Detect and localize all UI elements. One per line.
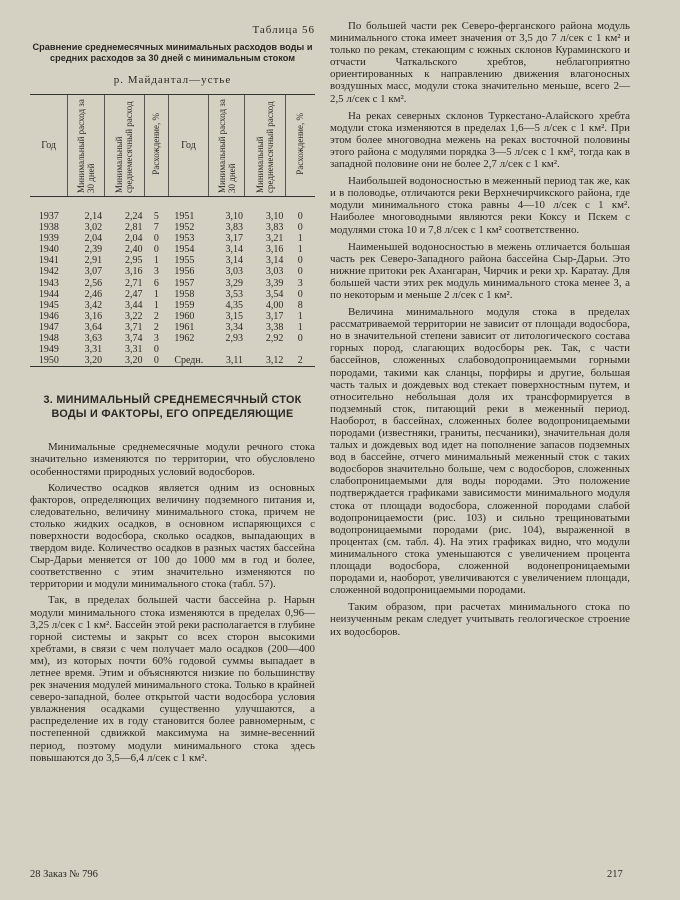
table-cell: 2,81 bbox=[124, 222, 143, 234]
table-cell: 3,07 bbox=[84, 266, 103, 278]
right-paragraph: Наибольшей водоносностью в меженный период так же, как и в половодье, отличаются реки Верхнечирчикского района, где модули минимального стока равны 4—10 л/сек с 1 км². Наиболее многоводными являются реки Коксу и Пскем с модулями стока 10 и 7,8 л/сек с 1 км² соответственно. bbox=[330, 175, 630, 236]
table-cell: 1941 bbox=[38, 255, 59, 267]
table-cell: 3,14 bbox=[225, 244, 243, 256]
right-paragraph: Таким образом, при расчетах минимального стока по неизученным рекам следует учитывать геологическое строение их водосборов. bbox=[330, 601, 630, 638]
table-cell: 1949 bbox=[38, 344, 59, 356]
table-row bbox=[30, 289, 315, 300]
table-cell: 2,04 bbox=[84, 233, 103, 245]
table-cell: 0 bbox=[297, 211, 303, 222]
table-cell: 3,83 bbox=[265, 222, 284, 234]
table-cell: 2 bbox=[153, 321, 159, 333]
table-cell: 2,92 bbox=[265, 333, 284, 345]
right-paragraph: На реках северных склонов Туркестано-Алайского хребта модули стока изменяются в пределах 1,6—5 л/сек с 1 км². При этом более многоводна межень на реках восточной половины этого района с модулями порядка 3—5 л/сек с 1 км², тогда как в западной половине они не более 2,7 л/сек с 1 км². bbox=[330, 109, 630, 171]
table-cell: 1939 bbox=[38, 233, 59, 245]
table-row bbox=[30, 333, 315, 344]
table-cell: 3,16 bbox=[265, 244, 284, 256]
table-row bbox=[30, 311, 315, 322]
header-min-30d-2: Минимальный расход за 30 дней bbox=[209, 95, 245, 197]
table-cell: 1955 bbox=[174, 255, 195, 267]
table-row bbox=[30, 278, 315, 289]
table-cell: 1 bbox=[297, 233, 303, 245]
table-cell: 3,34 bbox=[225, 321, 243, 333]
table-cell: 3,03 bbox=[225, 266, 243, 278]
table-cell: 1 bbox=[297, 321, 303, 333]
table-cell: 3,11 bbox=[225, 355, 243, 367]
table-cell: 2,24 bbox=[124, 211, 143, 222]
table-cell: 1947 bbox=[38, 321, 59, 333]
table-cell: 0 bbox=[153, 244, 159, 256]
table-row bbox=[30, 197, 315, 223]
table-cell: 1957 bbox=[174, 277, 195, 289]
runoff-table bbox=[30, 94, 315, 367]
table-river-label: р. Майдантал—устье bbox=[113, 74, 232, 86]
table-cell: 3,12 bbox=[265, 355, 284, 367]
page-number: 217 bbox=[607, 869, 623, 880]
table-cell: 1 bbox=[153, 255, 159, 267]
table-cell: 3,83 bbox=[225, 222, 243, 234]
left-paragraph: Так, в пределах большей части бассейна р. Нарын модули минимального стока изменяются в пределах 0,96—3,25 л/сек с 1 км². Бассейн этой реки располагается в глубине горной системы и закрыт со всех сторон высокими хребтами, в связи с чем получает мало осадков (200—400 мм), из которых почти 60% годовой суммы выпадает в летнее время. Этим и объясняются низкие по большинству рек значения модулей минимального стока. Только в крайней северо-западной, более открытой части водосбора условия увлажнения осадками существенно улучшаются, а распределение их в году становится более равномерным, с постепенной сдвижкой максимума на зимне-весенний период, поэтому модули минимального стока здесь повышаются до 3,5—6,4 л/сек с 1 км². bbox=[30, 594, 315, 764]
table-cell: 3,16 bbox=[124, 266, 143, 278]
table-cell: 1961 bbox=[174, 321, 195, 333]
table-row bbox=[30, 233, 315, 244]
header-min-monthly-2: Минимальный среднемесячный расход bbox=[245, 95, 285, 197]
table-cell: 3,39 bbox=[265, 277, 284, 289]
table-cell: 1956 bbox=[174, 266, 195, 278]
table-cell: 0 bbox=[297, 255, 303, 267]
table-cell: 3,14 bbox=[225, 255, 243, 267]
table-row bbox=[30, 300, 315, 311]
table-cell: 3,31 bbox=[124, 344, 143, 356]
table-cell: 3,74 bbox=[124, 333, 143, 345]
table-cell: 0 bbox=[153, 355, 159, 367]
right-paragraph: Величина минимального модуля стока в пределах рассматриваемой территории не зависит от площади водосбора, но в значительной степени зависит от литологического состава горных пород, слагающих водосборы рек. Так, с части бассейнов, сложенных слабоводопроницаемыми горными породами, такими как сланцы, порфиры и другие, большая часть талых и дождевых вод стекает поверхностным путем, и относительно небольшая доля их трансформируется в подземный сток, питающий реки в меженный период. Наоборот, в бассейнах, сложенных более водопроницаемыми породами (известняки, граниты, песчаники), значительная доля талых и дождевых вод идет на пополнение запасов подземных вод в бассейне, отчего минимальный меженный сток с таких водосборов значительно больше, чем с водосборов, сложенных слабопроницаемыми для воды породами. Это положение подтверждается графиками зависимости минимального модуля стока от площади водосбора, сложенной породами слабой водопроницаемости (рис. 103) и сильно трещиноватыми водопроницаемыми породами (рис. 104), выраженной в процентах (см. табл. 4). На этих графиках видно, что модули минимального стока уменьшаются с увеличением процента площади водосбора, сложенной водонепроницаемыми породами и, наоборот, увеличиваются с увеличением площади, сложенной водопроницаемыми породами. bbox=[330, 306, 630, 597]
table-cell: 3,42 bbox=[84, 299, 103, 311]
table-cell: 6 bbox=[153, 277, 159, 289]
table-cell: Средн. bbox=[174, 355, 204, 367]
table-cell: 3 bbox=[153, 266, 159, 278]
table-cell: 3,14 bbox=[265, 255, 284, 267]
right-paragraph: Наименьшей водоносностью в межень отличается большая часть рек Северо-Западного района бассейна Сыр-Дарьи. Это нижние притоки рек Ахангаран, Чирчик и реки хр. Каратау. Для большей части этих рек модуль минимального стока менее 3, а по некоторым и меньше 2 л/сек с 1 км². bbox=[330, 240, 630, 301]
table-cell: 3,16 bbox=[84, 310, 103, 322]
table-cell: 1950 bbox=[38, 355, 59, 367]
table-cell: 3,02 bbox=[84, 222, 103, 234]
table-cell: 2,91 bbox=[84, 255, 103, 267]
table-cell: 3,38 bbox=[265, 321, 284, 333]
table-cell: 1954 bbox=[174, 244, 195, 256]
header-diff-2: Расхождение, % bbox=[285, 95, 315, 197]
table-cell: 3,29 bbox=[225, 277, 243, 289]
table-cell: 3,44 bbox=[124, 299, 143, 311]
table-cell: 1959 bbox=[174, 299, 195, 311]
table-cell: 3,22 bbox=[124, 310, 143, 322]
table-row bbox=[30, 222, 315, 233]
table-cell: 0 bbox=[297, 222, 303, 234]
table-cell: 3,20 bbox=[124, 355, 143, 367]
table-cell: 1938 bbox=[38, 222, 59, 234]
table-cell: 7 bbox=[153, 222, 159, 234]
table-cell: 3,53 bbox=[225, 288, 243, 300]
header-year-2: Год bbox=[168, 95, 208, 197]
table-cell: 0 bbox=[297, 266, 303, 278]
table-cell: 1 bbox=[297, 244, 303, 256]
table-cell: 3,63 bbox=[84, 333, 103, 345]
left-paragraph: Количество осадков является одним из основных факторов, определяющих величину подземного питания и, следовательно, величину минимального стока, причем не столько жидких осадков, в основном испаряющихся с поверхности водосбора, сколько осадков, выпадающих в твердом виде. Количество осадков в разных частях бассейна Сыр-Дарьи меняется от 100 до 1000 мм в год и более, соответственно с этим значительно изменяются по территории и модули минимального стока (табл. 57). bbox=[30, 481, 315, 591]
table-cell: 2,40 bbox=[124, 244, 143, 256]
table-cell bbox=[209, 344, 245, 355]
table-title: Сравнение среднемесячных минимальных расходов воды и средних расходов за 30 дней с минимальным стоком bbox=[32, 42, 313, 63]
signature-mark: 28 Заказ № 796 bbox=[30, 869, 98, 880]
table-cell: 1943 bbox=[38, 277, 59, 289]
table-header-row bbox=[30, 95, 315, 197]
table-row bbox=[30, 255, 315, 266]
table-number: Таблица 56 bbox=[252, 24, 315, 36]
table-cell: 5 bbox=[153, 211, 159, 222]
table-cell: 1 bbox=[297, 310, 303, 322]
table-cell: 0 bbox=[297, 288, 303, 300]
table-cell: 8 bbox=[297, 299, 303, 311]
table-cell: 1958 bbox=[174, 288, 195, 300]
table-cell: 2,04 bbox=[124, 233, 143, 245]
table-cell: 3,64 bbox=[84, 321, 103, 333]
right-column bbox=[330, 20, 630, 638]
table-row bbox=[30, 322, 315, 333]
header-diff-1: Расхождение, % bbox=[144, 95, 168, 197]
table-row bbox=[30, 244, 315, 255]
table-cell: 1952 bbox=[174, 222, 195, 234]
table-cell: 2,14 bbox=[84, 211, 103, 222]
table-cell: 3,10 bbox=[265, 211, 284, 222]
table-cell: 4,35 bbox=[225, 299, 243, 311]
left-paragraph: Минимальные среднемесячные модули речного стока значительно изменяются по территории, что обусловлено особенностями природных условий водосборов. bbox=[30, 441, 315, 478]
table-cell: 2,39 bbox=[84, 244, 103, 256]
table-cell: 1953 bbox=[174, 233, 195, 245]
table-cell: 2,56 bbox=[84, 277, 103, 289]
table-cell: 1948 bbox=[38, 333, 59, 345]
table-row bbox=[30, 344, 315, 355]
table-cell: 1 bbox=[153, 288, 159, 300]
right-paragraph: По большей части рек Северо-ферганского района модуль минимального стока имеет значения от 3,5 до 7 л/сек с 1 км² и только по рекам, стекающим с южных склонов Кураминского и отчасти Чаткальского хребтов, неблагоприятно ориентированных к направлению движения влагоносных воздушных масс, модули стока значительно меньше, всего 2—2,5 л/сек с 1 км². bbox=[330, 20, 630, 105]
table-cell: 1944 bbox=[38, 288, 59, 300]
table-cell: 3,31 bbox=[84, 344, 103, 356]
table-cell: 3,17 bbox=[265, 310, 284, 322]
header-year-1: Год bbox=[30, 95, 68, 197]
table-cell: 1945 bbox=[38, 299, 59, 311]
section-title: 3. МИНИМАЛЬНЫЙ СРЕДНЕМЕСЯЧНЫЙ СТОК ВОДЫ И ФАКТОРЫ, ЕГО ОПРЕДЕЛЯЮЩИЕ bbox=[43, 394, 302, 421]
table-cell: 2,95 bbox=[124, 255, 143, 267]
table-cell: 1940 bbox=[38, 244, 59, 256]
table-cell: 3,03 bbox=[265, 266, 284, 278]
table-cell: 2 bbox=[153, 310, 159, 322]
header-min-monthly-1: Минимальный среднемесячный расход bbox=[104, 95, 144, 197]
table-cell: 3,17 bbox=[225, 233, 243, 245]
left-column bbox=[30, 20, 315, 764]
table-cell: 2 bbox=[297, 355, 303, 367]
table-cell: 3,54 bbox=[265, 288, 284, 300]
table-row bbox=[30, 355, 315, 367]
table-cell: 1937 bbox=[38, 211, 59, 222]
table-cell bbox=[245, 344, 285, 355]
table-cell: 3,21 bbox=[265, 233, 284, 245]
table-cell bbox=[168, 344, 208, 355]
table-cell: 0 bbox=[153, 344, 159, 356]
table-cell: 2,47 bbox=[124, 288, 143, 300]
table-cell: 0 bbox=[297, 333, 303, 345]
table-cell: 3,10 bbox=[225, 211, 243, 222]
header-min-30d-1: Минимальный расход за 30 дней bbox=[68, 95, 104, 197]
table-cell: 1942 bbox=[38, 266, 59, 278]
table-cell: 3 bbox=[297, 277, 303, 289]
table-cell: 1962 bbox=[174, 333, 195, 345]
table-cell: 2,71 bbox=[124, 277, 143, 289]
table-cell bbox=[285, 344, 315, 355]
table-cell: 3,71 bbox=[124, 321, 143, 333]
table-cell: 2,93 bbox=[225, 333, 243, 345]
table-cell: 1946 bbox=[38, 310, 59, 322]
table-cell: 1 bbox=[153, 299, 159, 311]
table-row bbox=[30, 266, 315, 277]
table-cell: 1951 bbox=[174, 211, 195, 222]
table-cell: 3,20 bbox=[84, 355, 103, 367]
table-cell: 0 bbox=[153, 233, 159, 245]
table-cell: 1960 bbox=[174, 310, 195, 322]
table-cell: 3,15 bbox=[225, 310, 243, 322]
table-cell: 3 bbox=[153, 333, 159, 345]
table-cell: 2,46 bbox=[84, 288, 103, 300]
table-cell: 4,00 bbox=[265, 299, 284, 311]
